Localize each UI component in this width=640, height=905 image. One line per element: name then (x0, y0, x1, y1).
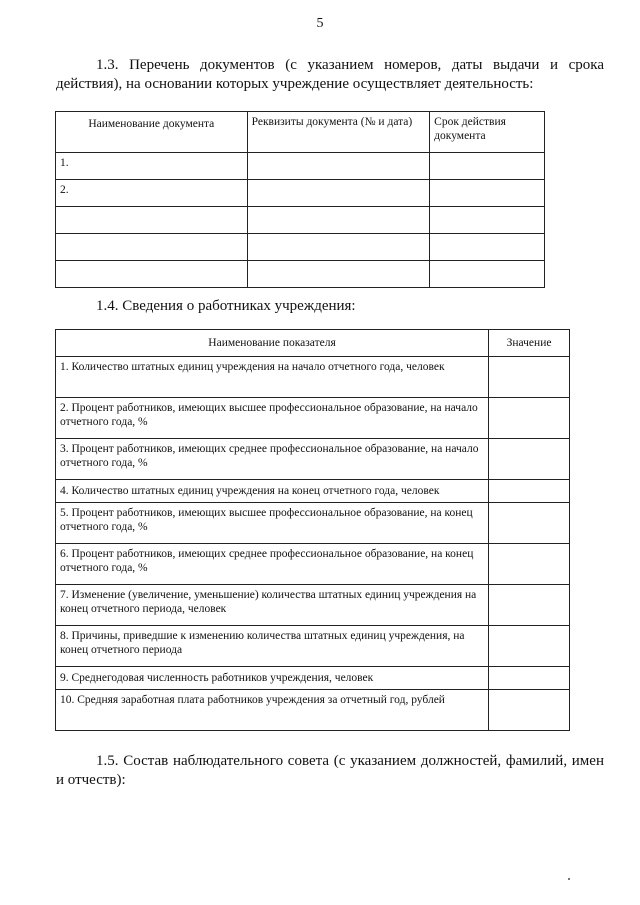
table-header-row (56, 330, 570, 357)
value-cell (489, 626, 570, 667)
table-row (56, 503, 570, 544)
table-row (56, 585, 570, 626)
table-cell (430, 261, 545, 288)
documents-table (55, 111, 545, 288)
table-row (56, 544, 570, 585)
indicator-cell: 2. Процент работников, имеющих высшее профессиональное образование, на начало отчетного года, % (56, 398, 489, 439)
table-cell: 1. (56, 153, 248, 180)
value-cell (489, 398, 570, 439)
value-cell (489, 544, 570, 585)
table-row (56, 690, 570, 731)
scan-mark (568, 878, 570, 880)
section-1-3-text: 1.3. Перечень документов (с указанием номеров, даты выдачи и срока действия), на основании которых учреждение осуществляет деятельность: (56, 57, 604, 92)
column-header: Реквизиты документа (№ и дата) (247, 112, 430, 153)
indicator-cell: 4. Количество штатных единиц учреждения на конец отчетного года, человек (56, 480, 489, 503)
table-cell (430, 234, 545, 261)
table-row (56, 398, 570, 439)
table-cell (430, 180, 545, 207)
table-cell (247, 180, 430, 207)
table-row (56, 207, 545, 234)
table-cell: 2. (56, 180, 248, 207)
value-cell (489, 585, 570, 626)
table-row (56, 153, 545, 180)
table-row (56, 261, 545, 288)
column-header: Значение (489, 330, 570, 357)
indicator-cell: 1. Количество штатных единиц учреждения на начало отчетного года, человек (56, 357, 489, 398)
table-cell (430, 153, 545, 180)
column-header: Наименование документа (56, 112, 248, 153)
indicator-cell: 9. Среднегодовая численность работников учреждения, человек (56, 667, 489, 690)
column-header: Наименование показателя (56, 330, 489, 357)
value-cell (489, 690, 570, 731)
table-cell (56, 234, 248, 261)
column-header: Срок действия документа (430, 112, 545, 153)
page-number: 5 (316, 16, 324, 31)
table-row (56, 180, 545, 207)
indicator-cell: 10. Средняя заработная плата работников учреждения за отчетный год, рублей (56, 690, 489, 731)
value-cell (489, 480, 570, 503)
section-1-4-text: 1.4. Сведения о работниках учреждения: (96, 298, 356, 314)
value-cell (489, 503, 570, 544)
indicator-cell: 6. Процент работников, имеющих среднее профессиональное образование, на конец отчетного года, % (56, 544, 489, 585)
table-cell (247, 261, 430, 288)
indicator-cell: 3. Процент работников, имеющих среднее профессиональное образование, на начало отчетного года, % (56, 439, 489, 480)
table-row (56, 439, 570, 480)
table-row (56, 667, 570, 690)
table-cell (247, 207, 430, 234)
indicator-cell: 5. Процент работников, имеющих высшее профессиональное образование, на конец отчетного года, % (56, 503, 489, 544)
table-row (56, 357, 570, 398)
table-cell (56, 207, 248, 234)
indicator-cell: 8. Причины, приведшие к изменению количества штатных единиц учреждения, на конец отчетного периода (56, 626, 489, 667)
table-row (56, 234, 545, 261)
table-header-row (56, 112, 545, 153)
section-1-5-text: 1.5. Состав наблюдательного совета (с указанием должностей, фамилий, имен и отчеств): (56, 753, 604, 788)
table-cell (430, 207, 545, 234)
table-cell (247, 153, 430, 180)
table-row (56, 626, 570, 667)
table-cell (56, 261, 248, 288)
staff-table (55, 329, 570, 731)
value-cell (489, 667, 570, 690)
table-cell (247, 234, 430, 261)
value-cell (489, 439, 570, 480)
value-cell (489, 357, 570, 398)
table-row (56, 480, 570, 503)
indicator-cell: 7. Изменение (увеличение, уменьшение) количества штатных единиц учреждения на конец отчетного периода, человек (56, 585, 489, 626)
